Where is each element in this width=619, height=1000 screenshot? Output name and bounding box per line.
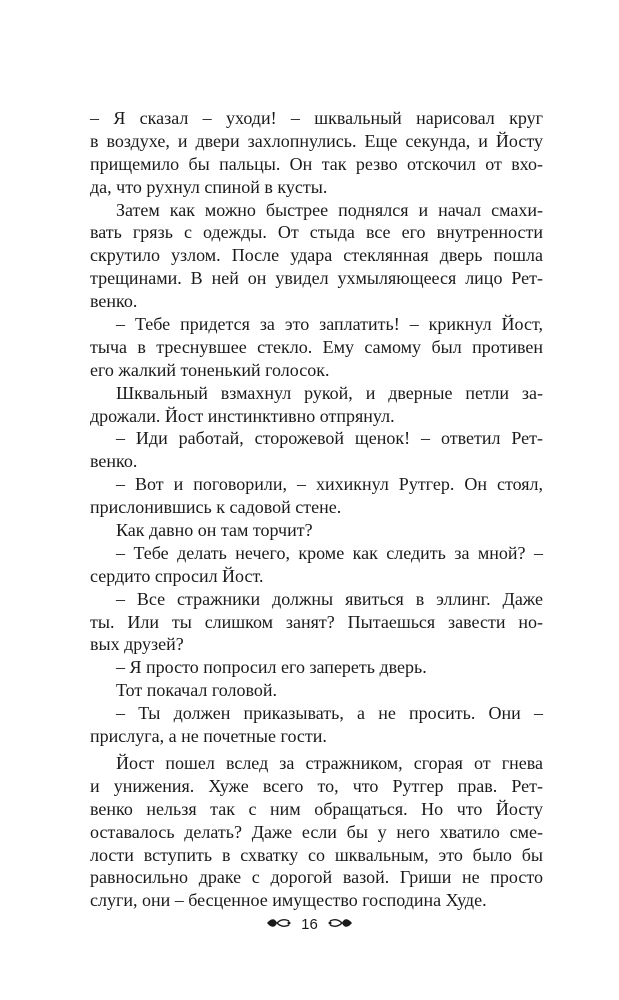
- text-line: венко нельзя так с ним обращаться. Но что Йосту: [90, 798, 543, 819]
- page-number: 16: [301, 916, 318, 934]
- text-line: его жалкий тоненький голосок.: [90, 359, 330, 380]
- text-line: – Иди работай, сторожевой щенок! – ответил Рет-: [116, 428, 543, 449]
- text-line: оставалось делать? Даже если бы у него хватило сме-: [90, 821, 543, 842]
- text-line: в воздухе, и двери захлопнулись. Еще секунда, и Йосту: [90, 130, 543, 151]
- text-line: Затем как можно быстрее поднялся и начал смахи-: [116, 199, 543, 220]
- text-line: – Все стражники должны явиться в эллинг. Даже: [116, 588, 543, 609]
- text-line: да, что рухнул спиной в кусты.: [90, 176, 328, 197]
- text-line: – Я просто попросил его запереть дверь.: [116, 657, 427, 678]
- text-line: венко.: [90, 451, 138, 472]
- text-line: вать грязь с одежды. От стыда все его внутренности: [90, 222, 543, 243]
- text-line: скрутило узлом. После удара стеклянная дверь пошла: [90, 245, 543, 266]
- text-line: – Тебе делать нечего, кроме как следить за мной? –: [116, 542, 543, 563]
- text-line: слуги, они – бесценное имущество господина Худе.: [90, 890, 487, 911]
- text-line: дрожали. Йост инстинктивно отпрянул.: [90, 405, 395, 426]
- right-fleuron-icon: [328, 914, 354, 936]
- text-line: ты. Или ты слишком занят? Пытаешься завести но-: [90, 611, 543, 632]
- text-line: лости вступить в схватку со шквальным, это было бы: [90, 844, 543, 865]
- text-line: прислуга, а не почетные гости.: [90, 726, 327, 747]
- text-line: Как давно он там торчит?: [116, 520, 313, 541]
- text-line: – Тебе придется за это заплатить! – крикнул Йост,: [116, 314, 543, 335]
- text-line: трещинами. В ней он увидел ухмыляющееся лицо Рет-: [90, 268, 543, 289]
- page-body: [90, 107, 543, 912]
- text-line: прищемило бы пальцы. Он так резво отскочил от вхо-: [90, 153, 543, 174]
- text-line: Йост пошел вслед за стражником, сгорая от гнева: [116, 752, 543, 773]
- text-line: – Вот и поговорили, – хихикнул Рутгер. Он стоял,: [116, 474, 543, 495]
- text-line: прислонившись к садовой стене.: [90, 497, 342, 518]
- page-footer: [0, 914, 619, 936]
- text-line: – Ты должен приказывать, а не просить. Они –: [116, 703, 543, 724]
- text-line: сердито спросил Йост.: [90, 565, 264, 586]
- text-line: Шквальный взмахнул рукой, и дверные петли за-: [116, 382, 543, 403]
- text-line: Тот покачал головой.: [116, 680, 278, 701]
- text-line: венко.: [90, 291, 138, 312]
- text-line: равносильно драке с дорогой вазой. Гриши не просто: [90, 867, 543, 888]
- text-line: вых друзей?: [90, 634, 184, 655]
- left-fleuron-icon: [265, 914, 291, 936]
- text-line: и унижения. Хуже всего то, что Рутгер прав. Рет-: [90, 775, 543, 796]
- text-line: – Я сказал – уходи! – шквальный нарисовал круг: [90, 108, 543, 128]
- text-line: тыча в треснувшее стекло. Ему самому был противен: [90, 336, 543, 357]
